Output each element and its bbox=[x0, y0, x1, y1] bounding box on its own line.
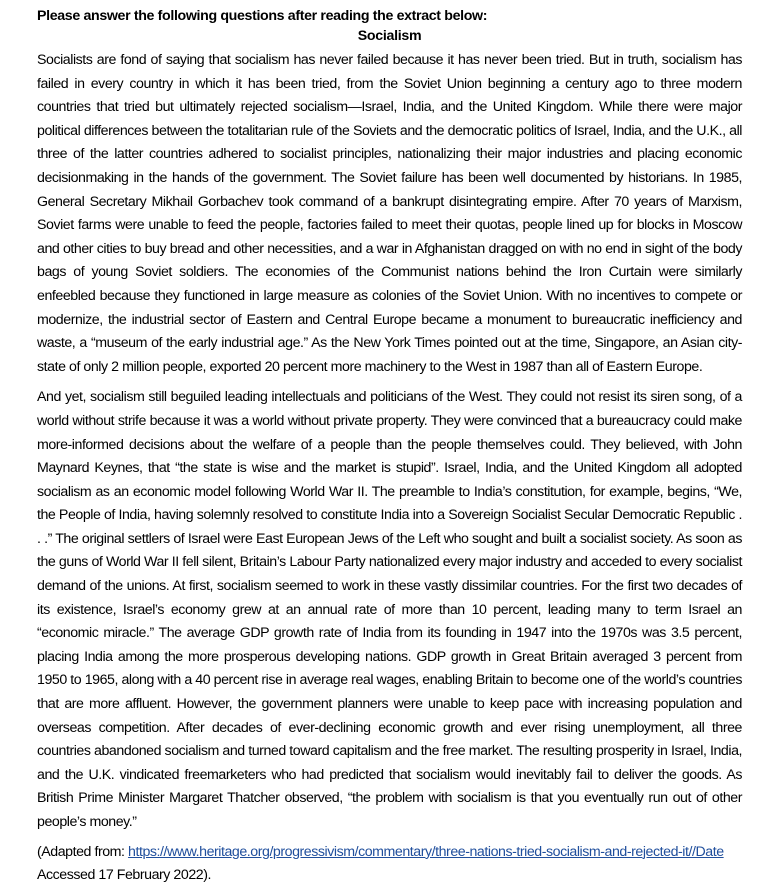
instruction-heading: Please answer the following questions after reading the extract below: bbox=[37, 8, 488, 24]
document-page bbox=[37, 6, 742, 888]
paragraph-2: And yet, socialism still beguiled leading intellectuals and politicians of the West. They could not resist its siren song, of a world without strife because it was a world without private property. They were convinced that a bureaucracy could make more-informed decisions about the welfare of a people than the people themselves could. They believed, with John Maynard Keynes, that “the state is wise and the market is stupid”. Israel, India, and the United Kingdom all adopted socialism as an economic model following World War II. The preamble to India’s constitution, for example, begins, “We, the People of India, having solemnly resolved to constitute India into a Sovereign Socialist Secular Democratic Republic . . .” The original settlers of Israel were East European Jews of the Left who sought and built a socialist society. As soon as the guns of World War II fell silent, Britain’s Labour Party nationalized every major industry and acceded to every socialist demand of the unions. At first, socialism seemed to work in these vastly dissimilar countries. For the first two decades of its existence, Israel’s economy grew at an annual rate of more than 10 percent, leading many to term Israel an “economic miracle.” The average GDP growth rate of India from its founding in 1947 into the 1970s was 3.5 percent, placing India among the more prosperous developing nations. GDP growth in Great Britain averaged 3 percent from 1950 to 1965, along with a 40 percent rise in average real wages, enabling Britain to become one of the world’s countries that are more affluent. However, the government planners were unable to keep pace with increasing population and overseas competition. After decades of ever-declining economic growth and ever rising unemployment, all three countries abandoned socialism and turned toward capitalism and the free market. The resulting prosperity in Israel, India, and the U.K. vindicated freemarketers who had predicted that socialism would inevitably fail to deliver the goods. As British Prime Minister Margaret Thatcher observed, “the problem with socialism is that you eventually run out of other people’s money.” bbox=[37, 389, 742, 830]
source-accessed-date: Accessed 17 February 2022). bbox=[37, 867, 211, 884]
paragraph-1: Socialists are fond of saying that socialism has never failed because it has never been tried. But in truth, socialism has failed in every country in which it has been tried, from the Soviet Union beginning a century ago to three modern countries that tried but ultimately rejected socialism—Israel, India, and the United Kingdom. While there were major political differences between the totalitarian rule of the Soviets and the democratic politics of Israel, India, and the U.K., all three of the latter countries adhered to socialist principles, nationalizing their major industries and placing economic decisionmaking in the hands of the government. The Soviet failure has been well documented by historians. In 1985, General Secretary Mikhail Gorbachev took command of a bankrupt disintegrating empire. After 70 years of Marxism, Soviet farms were unable to feed the people, factories failed to meet their quotas, people lined up for blocks in Moscow and other cities to buy bread and other necessities, and a war in Afghanistan dragged on with no end in sight of the body bags of young Soviet soldiers. The economies of the Communist nations behind the Iron Curtain were similarly enfeebled because they functioned in large measure as colonies of the Soviet Union. With no incentives to compete or modernize, the industrial sector of Eastern and Central Europe became a monument to bureaucratic inefficiency and waste, a “museum of the early industrial age.” As the New York Times pointed out at the time, Singapore, an Asian city-state of only 2 million people, exported 20 percent more machinery to the West in 1987 than all of Eastern Europe. bbox=[37, 52, 742, 375]
source-link[interactable]: https://www.heritage.org/progressivism/commentary/three-nations-tried-socialism-and-rejected-it//Date bbox=[128, 843, 724, 860]
source-prefix: (Adapted from: bbox=[37, 843, 129, 860]
source-citation bbox=[37, 841, 742, 888]
extract-title: Socialism bbox=[357, 28, 422, 44]
